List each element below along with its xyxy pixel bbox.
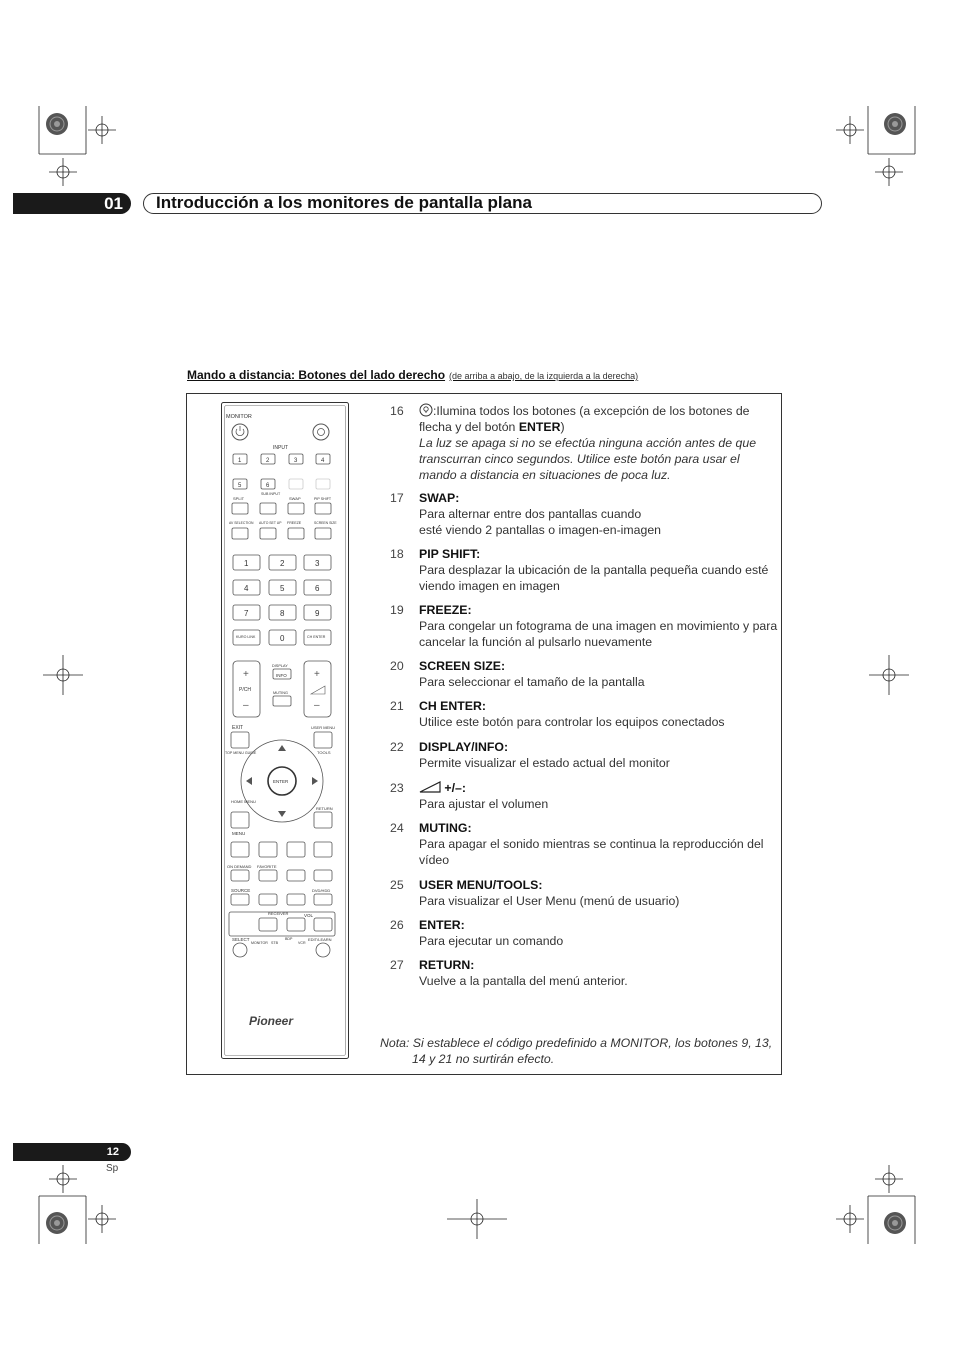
- section-heading-text: Mando a distancia: Botones del lado derecho: [187, 368, 446, 382]
- entry-number: 26: [390, 918, 404, 932]
- entry-desc: Vuelve a la pantalla del menú anterior.: [419, 974, 628, 988]
- entry-title: SWAP:: [419, 491, 460, 505]
- entry-desc: Para apagar el sonido mientras se continua la reproducción del vídeo: [419, 837, 764, 867]
- remote-label-pip-shift: PIP SHIFT: [314, 497, 332, 501]
- remote-label-swap: SWAP: [289, 496, 301, 501]
- remote-label-exit: EXIT: [232, 725, 244, 731]
- entry-desc: Utilice este botón para controlar los equipos conectados: [419, 715, 725, 729]
- entry-number: 21: [390, 699, 404, 713]
- numpad-0: 0: [280, 634, 285, 643]
- numpad-3: 3: [315, 559, 320, 568]
- remote-label-ch-enter: CH ENTER: [307, 635, 326, 639]
- entry-desc-2: esté viendo 2 pantallas o imagen-en-imagen: [419, 523, 661, 537]
- svg-text:+: +: [243, 669, 249, 680]
- remote-label-input: INPUT: [273, 445, 288, 451]
- entry-desc: Para ejecutar un comando: [419, 934, 564, 948]
- remote-label-receiver: RECEIVER: [268, 911, 289, 916]
- entry-title: +/–:: [444, 781, 466, 795]
- remote-control-illustration: [221, 402, 349, 1059]
- page-number: 12: [13, 1143, 131, 1161]
- entry-desc: Permite visualizar el estado actual del monitor: [419, 756, 670, 770]
- numpad-8: 8: [280, 609, 285, 618]
- remote-label-home-menu: HOME MENU: [231, 799, 256, 804]
- footnote: [380, 1035, 780, 1067]
- entry-title: PIP SHIFT:: [419, 547, 481, 561]
- svg-text:–: –: [243, 700, 249, 711]
- remote-label-edit-learn: EDIT/LEARN: [308, 937, 332, 942]
- input-5: 5: [238, 483, 242, 489]
- entry-number: 19: [390, 603, 404, 617]
- entry-number: 24: [390, 821, 404, 835]
- remote-label-return: RETURN: [316, 806, 333, 811]
- remote-label-select: SELECT: [232, 937, 250, 942]
- entry-title: ENTER:: [419, 918, 465, 932]
- svg-text:–: –: [314, 700, 320, 711]
- numpad-2: 2: [280, 559, 285, 568]
- remote-label-favorite: FAVORITE: [257, 864, 277, 869]
- input-4: 4: [321, 458, 325, 464]
- entry-number: 20: [390, 659, 404, 673]
- input-1: 1: [238, 458, 242, 464]
- remote-label-info: INFO: [276, 673, 287, 678]
- remote-label-split: SPLIT: [233, 496, 245, 501]
- footnote-line-1: Nota: Si establece el código predefinido a MONITOR, los botones 9, 13,: [380, 1036, 773, 1050]
- remote-label-freeze: FREEZE: [287, 521, 302, 525]
- remote-label-muting: MUTING: [273, 691, 288, 695]
- entry-number: 22: [390, 740, 404, 754]
- entry-desc: Para seleccionar el tamaño de la pantalla: [419, 675, 645, 689]
- volume-icon: [419, 781, 441, 793]
- svg-text:+: +: [314, 669, 320, 680]
- entry-title: MUTING:: [419, 821, 472, 835]
- remote-label-display: DISPLAY: [272, 664, 288, 668]
- entry-number: 16: [390, 404, 404, 418]
- section-heading: [187, 368, 638, 382]
- remote-label-menu: MENU: [232, 831, 246, 836]
- chapter-title: Introducción a los monitores de pantalla plana: [156, 193, 532, 212]
- entry-tail: ): [560, 420, 565, 434]
- remote-label-source: SOURCE: [231, 888, 251, 893]
- remote-label-vcr: VCR: [298, 941, 306, 945]
- entry-desc: Para visualizar el User Menu (menú de usuario): [419, 894, 680, 908]
- numpad-4: 4: [244, 584, 249, 593]
- remote-label-top-menu-guide: TOP MENU GUIDE: [225, 751, 257, 755]
- remote-brand-logo: Pioneer: [249, 1014, 294, 1028]
- chapter-number-badge: 01: [13, 193, 131, 214]
- entry-desc: Para congelar un fotograma de una imagen en movimiento y para cancelar la función al pulsarlo nuevamente: [419, 619, 778, 649]
- entry-desc: Para ajustar el volumen: [419, 797, 549, 811]
- entry-title: SCREEN SIZE:: [419, 659, 506, 673]
- remote-label-tools: TOOLS: [317, 750, 331, 755]
- entry-note: La luz se apaga si no se efectúa ninguna acción antes de que transcurran cinco segundos. Utilice este botón para usar el mando a distancia en situaciones de poca luz.: [419, 436, 757, 482]
- entry-desc: Para alternar entre dos pantallas cuando: [419, 507, 642, 521]
- remote-label-monitor-2: MONITOR: [251, 941, 268, 945]
- remote-label-pch: P/CH: [239, 687, 251, 693]
- remote-label-monitor: MONITOR: [226, 414, 252, 420]
- remote-label-auto-setup: AUTO SET UP: [259, 521, 282, 525]
- entry-title: FREEZE:: [419, 603, 472, 617]
- numpad-1: 1: [244, 559, 249, 568]
- entry-desc: :Ilumina todos los botones (a excepción de los botones de flecha y del botón: [419, 404, 750, 434]
- remote-label-stb: STB: [271, 941, 278, 945]
- entry-title: USER MENU/TOOLS:: [419, 878, 543, 892]
- numpad-7: 7: [244, 609, 249, 618]
- input-6: 6: [266, 483, 270, 489]
- entry-title: DISPLAY/INFO:: [419, 740, 509, 754]
- remote-label-on-demand: ON DEMAND: [227, 864, 252, 869]
- light-bulb-icon: [419, 403, 433, 417]
- entry-desc: Para desplazar la ubicación de la pantalla pequeña cuando esté viendo imagen en imagen: [419, 563, 769, 593]
- remote-label-av-selection: AV SELECTION: [229, 521, 254, 525]
- remote-label-kuro-link: KURO LINK: [236, 635, 256, 639]
- numpad-9: 9: [315, 609, 320, 618]
- section-subheading: (de arriba a abajo, de la izquierda a la derecha): [449, 371, 639, 381]
- numpad-5: 5: [280, 584, 285, 593]
- remote-label-sub-input: SUB INPUT: [261, 492, 281, 496]
- footnote-line-2: 14 y 21 no surtirán efecto.: [412, 1052, 555, 1066]
- entry-title: RETURN:: [419, 958, 475, 972]
- remote-label-screen-size: SCREEN SIZE: [314, 521, 337, 525]
- remote-label-vol: VOL: [304, 913, 314, 918]
- entry-number: 25: [390, 878, 404, 892]
- input-3: 3: [294, 458, 298, 464]
- entry-number: 18: [390, 547, 404, 561]
- remote-label-bdp: BDP: [285, 937, 293, 941]
- numpad-6: 6: [315, 584, 320, 593]
- remote-label-dvd-hdd: DVD/HDD: [312, 888, 331, 893]
- remote-label-user-menu: USER MENU: [311, 725, 336, 730]
- entry-bold-tail: ENTER: [518, 420, 561, 434]
- input-2: 2: [266, 458, 270, 464]
- entry-number: 17: [390, 491, 404, 505]
- entry-title: CH ENTER:: [419, 699, 486, 713]
- entry-number: 23: [390, 781, 404, 795]
- remote-label-enter: ENTER: [273, 779, 289, 784]
- entry-number: 27: [390, 958, 404, 972]
- page-language: Sp: [106, 1163, 119, 1174]
